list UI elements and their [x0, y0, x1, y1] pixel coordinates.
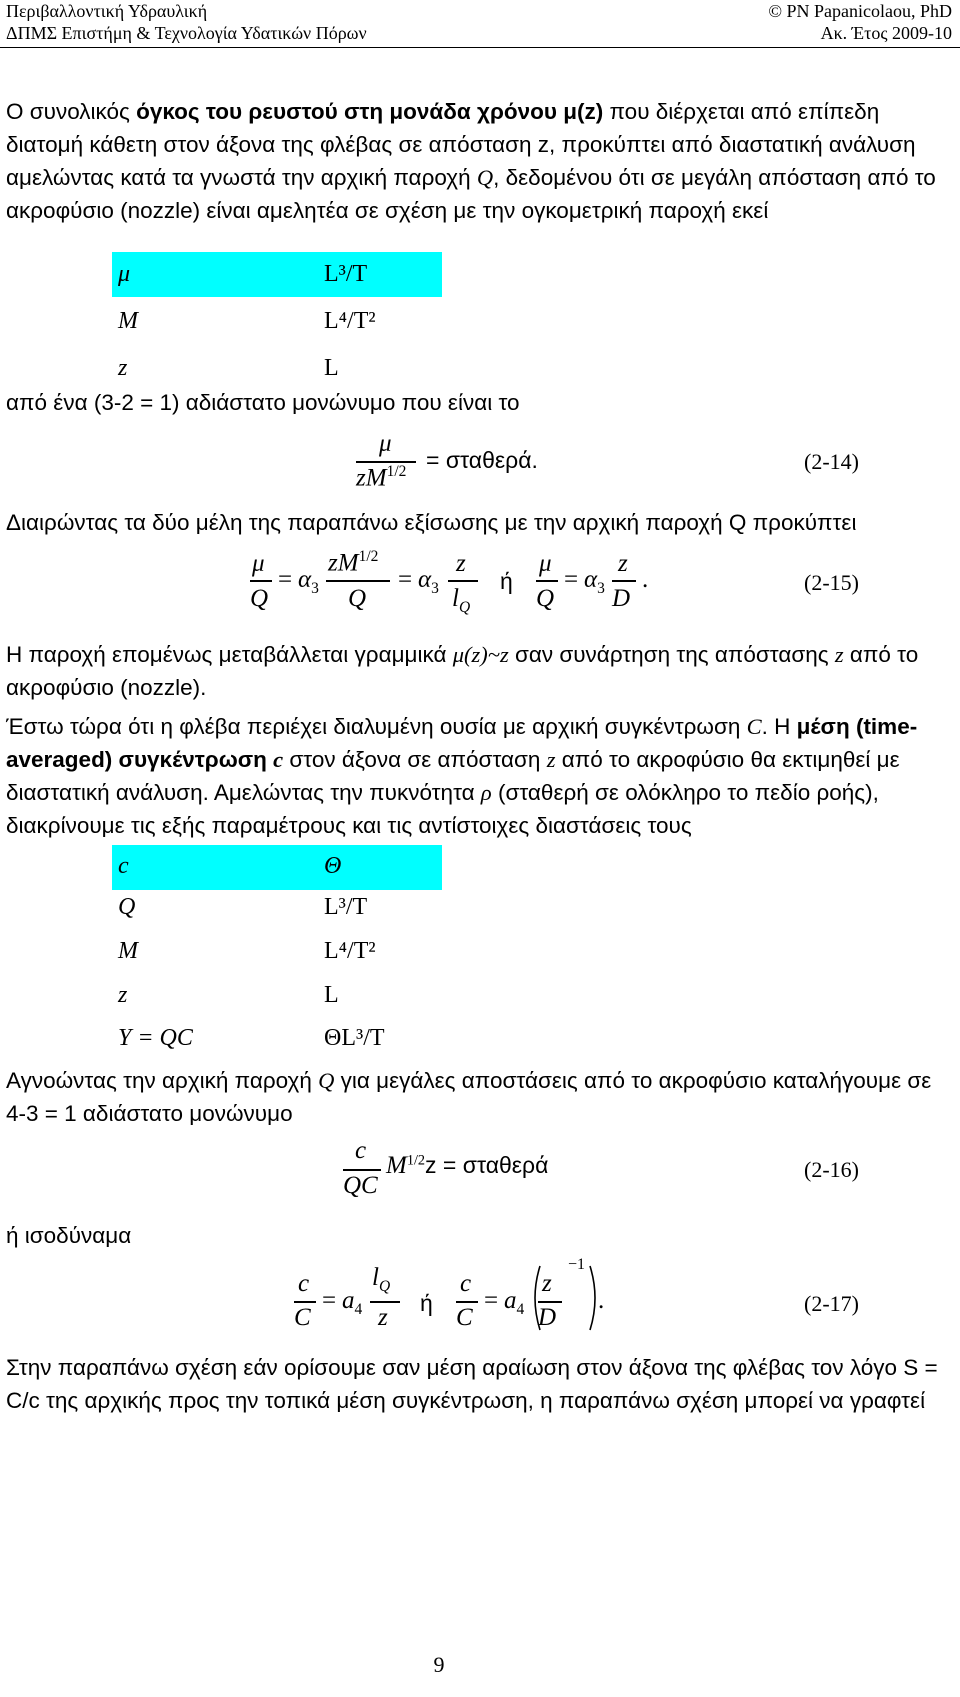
eq15-sub3: 3 — [597, 580, 605, 597]
eq15-alpha1 — [298, 566, 319, 598]
eq15-or: ή — [500, 568, 513, 594]
eq17-or: ή — [420, 1290, 433, 1316]
text: Αγνοώντας την αρχική παροχή — [6, 1068, 319, 1093]
eq15-equals1: = — [278, 566, 293, 593]
eq17-sub4: 4 — [354, 1301, 363, 1318]
header-rule — [0, 47, 960, 48]
table1-highlight — [112, 252, 442, 297]
eq14-denominator — [356, 463, 406, 492]
text: στον άξονα σε απόσταση — [283, 747, 547, 772]
paragraph-volume-flux — [6, 95, 951, 227]
eq17-equals2: = — [484, 1287, 499, 1314]
table2-dim-M: L⁴/T² — [324, 938, 376, 964]
eq15-alpha: α — [584, 566, 598, 593]
eq15-equals3: = — [564, 566, 579, 593]
table1-var-M: M — [118, 308, 138, 334]
eq16-exponent: 1/2 — [406, 1152, 426, 1169]
symbol-rho: ρ — [480, 780, 492, 805]
eq15-zM — [328, 548, 378, 577]
page-number: 9 — [433, 1652, 445, 1677]
eq15-alpha2 — [418, 566, 439, 598]
eq14-label: (2-14) — [804, 449, 859, 474]
symbol-Q: Q — [318, 1068, 335, 1093]
eq15-zM-text: zM — [328, 549, 359, 577]
eq15-half: 1/2 — [358, 548, 379, 565]
eq17-C1: C — [294, 1304, 311, 1331]
eq15-alpha: α — [418, 566, 432, 593]
eq16-bar — [343, 1169, 381, 1171]
table1-var-z: z — [118, 355, 128, 381]
eq15-Q1: Q — [250, 585, 269, 612]
eq14-exponent: 1/2 — [386, 463, 407, 480]
symbol-Q: Q — [476, 165, 494, 190]
eq17-exponent: −1 — [568, 1256, 586, 1273]
paragraph-concentration — [6, 710, 951, 842]
eq17-lQ — [372, 1264, 390, 1296]
eq15-alpha: α — [298, 566, 312, 593]
bold-term: όγκος του ρευστού στη μονάδα χρόνου μ(z) — [136, 99, 604, 124]
paragraph-equivalently: ή ισοδύναμα — [6, 1223, 132, 1248]
table2-var-Y: Y = QC — [118, 1025, 193, 1051]
header-author: © PN Papanicolaou, PhD — [768, 1, 952, 21]
eq15-z1: z — [456, 550, 466, 577]
header-program-title: ΔΠΜΣ Επιστήμη & Τεχνολογία Υδατικών Πόρων — [6, 23, 367, 43]
header-course-title: Περιβαλλοντική Υδραυλική — [6, 1, 208, 21]
eq17-a4-2 — [504, 1287, 524, 1319]
text: Η παροχή επομένως μεταβάλλεται γραμμικά — [6, 642, 453, 667]
eq16-numerator: c — [355, 1137, 367, 1164]
eq15-bar3 — [448, 580, 478, 582]
text: σαν συνάρτηση της απόστασης — [508, 642, 835, 667]
eq15-lQ — [452, 585, 470, 617]
table2-dim-z: L — [324, 982, 339, 1008]
table1-dim-mu: L³/T — [324, 261, 368, 287]
text: για μεγάλες αποστάσεις από το ακροφύσιο καταλήγουμε σε 4-3 = 1 αδιάστατο μονώνυμο — [6, 1068, 932, 1126]
header-academic-year: Ακ. Έτος 2009-10 — [820, 23, 952, 43]
text: από το ακροφύσιο θα εκτιμηθεί με διαστατική ανάλυση. Αμελώντας την πυκνότητα — [6, 747, 900, 805]
eq17-a4-1 — [342, 1287, 362, 1319]
eq17-c1: c — [298, 1270, 310, 1297]
eq17-c2: c — [460, 1270, 472, 1297]
text: Ο συνολικός — [6, 99, 137, 124]
eq15-sub3: 3 — [431, 580, 439, 597]
eq15-label: (2-15) — [804, 570, 859, 595]
symbol-mu-z: μ(z)~z — [452, 642, 509, 667]
eq15-bar5 — [612, 580, 636, 582]
eq14-zM: zM — [356, 464, 387, 492]
table2-var-z: z — [118, 982, 128, 1008]
paragraph-dilution: Στην παραπάνω σχέση εάν ορίσουμε σαν μέση αραίωση στον άξονα της φλέβας τον λόγο S = C/c της αρχικής προς την τοπικά μέση συγκέντρωση, η παραπάνω σχέση μπορεί να γραφτεί — [6, 1355, 938, 1413]
eq14-numerator: μ — [379, 430, 392, 457]
eq15-alpha3 — [584, 566, 605, 598]
eq16-label: (2-16) — [804, 1157, 859, 1182]
table2-dim-c: Θ — [324, 853, 342, 879]
table2-var-M: M — [118, 938, 138, 964]
bold-term: μέση (time-averaged) συγκέντρωση — [6, 714, 918, 772]
eq17-a: a — [342, 1287, 355, 1314]
symbol-z: z — [834, 642, 844, 667]
eq16-rhs — [386, 1152, 548, 1180]
eq15-lsub: Q — [458, 599, 471, 616]
eq17-bar3 — [456, 1301, 478, 1303]
eq17-D: D — [538, 1304, 557, 1331]
eq16-M: M — [386, 1152, 407, 1179]
eq14-rhs: = σταθερά. — [426, 447, 538, 473]
eq17-z2: z — [542, 1270, 552, 1297]
eq15-mu: μ — [252, 550, 265, 577]
table1-dim-M: L⁴/T² — [324, 308, 376, 334]
table2-var-Q: Q — [118, 894, 136, 920]
eq17-period: . — [598, 1287, 605, 1314]
table2-dim-Y: ΘL³/T — [324, 1025, 385, 1051]
eq17-lsub: Q — [378, 1278, 391, 1295]
eq15-equals2: = — [398, 566, 413, 593]
text: , δεδομένου ότι σε μεγάλη απόσταση από το ακροφύσιο (nozzle) είναι αμελητέα σε σχέση με την ογκομετρική παροχή εκεί — [6, 165, 936, 223]
eq16-denominator: QC — [343, 1172, 378, 1199]
table2-var-c: c — [118, 853, 129, 879]
eq15-sub3: 3 — [311, 580, 319, 597]
symbol-z: z — [546, 747, 556, 772]
text: Έστω τώρα ότι η φλέβα περιέχει διαλυμένη ουσία με αρχική συγκέντρωση — [6, 714, 747, 739]
eq17-l: l — [372, 1264, 379, 1291]
eq15-period: . — [642, 566, 649, 593]
eq17-bar4 — [538, 1301, 562, 1303]
eq15-bar2 — [326, 580, 390, 582]
paragraph-dimensionless: από ένα (3-2 = 1) αδιάστατο μονώνυμο που είναι το — [6, 390, 520, 415]
eq15-z2: z — [618, 550, 628, 577]
eq15-l: l — [452, 585, 459, 612]
text: που διέρχεται από επίπεδη διατομή κάθετη στον άξονα της φλέβας σε απόσταση z, προκύπτει από διαστατική ανάλυση αμελώντας κατά τα γνωστά την αρχική παροχή — [6, 99, 916, 190]
eq17-z1: z — [378, 1304, 388, 1331]
table2-highlight — [112, 845, 442, 890]
eq15-D: D — [612, 585, 631, 612]
eq16-rest: z = σταθερά — [425, 1152, 549, 1178]
eq17-bar1 — [294, 1301, 316, 1303]
table1-var-mu: μ — [118, 261, 131, 287]
eq17-equals1: = — [322, 1287, 337, 1314]
eq17-C2: C — [456, 1304, 473, 1331]
table1-dim-z: L — [324, 355, 339, 381]
eq15-Q2: Q — [348, 585, 367, 612]
paragraph-ignore-Q — [6, 1064, 951, 1130]
paragraph-divide-Q: Διαιρώντας τα δύο μέλη της παραπάνω εξίσωσης με την αρχική παροχή Q προκύπτει — [6, 510, 857, 535]
text: (σταθερή σε ολόκληρο το πεδίο ροής), διακρίνουμε τις εξής παραμέτρους και τις αντίστοιχες διαστάσεις τους — [6, 780, 879, 838]
bold-symbol-c: c — [273, 747, 284, 772]
eq15-mu2: μ — [539, 550, 552, 577]
paragraph-linear-variation — [6, 638, 951, 704]
eq15-Q3: Q — [536, 585, 555, 612]
symbol-C: C — [746, 714, 762, 739]
eq15-bar1 — [250, 580, 272, 582]
eq17-sub4: 4 — [516, 1301, 525, 1318]
text: από το ακροφύσιο (nozzle). — [6, 642, 919, 700]
eq17-a: a — [504, 1287, 517, 1314]
eq17-bar2 — [370, 1301, 400, 1303]
eq17-label: (2-17) — [804, 1291, 859, 1316]
eq15-bar4 — [536, 580, 558, 582]
text: . Η — [761, 714, 797, 739]
table2-dim-Q: L³/T — [324, 894, 368, 920]
